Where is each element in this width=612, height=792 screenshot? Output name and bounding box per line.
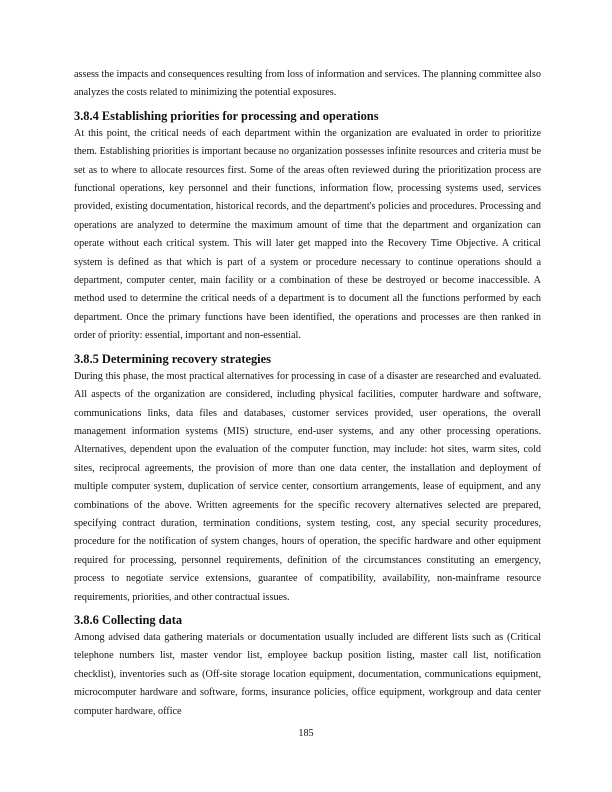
intro-paragraph: assess the impacts and consequences resulting from loss of information and services. The planning committee also analyzes the costs related to minimizing the potential exposures. xyxy=(74,69,541,99)
document-page xyxy=(74,66,541,721)
section-heading-establishing-priorities: 3.8.4 Establishing priorities for processing and operations xyxy=(74,108,379,123)
section-body-collecting-data: Among advised data gathering materials or documentation usually included are different lists such as (Critical telephone numbers list, master vendor list, employee backup position listing, master call list, notification checklist), inventories such as (Off-site storage location equipment, documentation, communications equipment, microcomputer hardware and software, forms, insurance policies, office equipment, workgroup and data center computer hardware, office xyxy=(74,631,541,717)
page-number: 185 xyxy=(298,728,314,739)
section-heading-recovery-strategies: 3.8.5 Determining recovery strategies xyxy=(74,351,271,366)
section-body-recovery-strategies: During this phase, the most practical alternatives for processing in case of a disaster are researched and evaluated. All aspects of the organization are considered, including physical facilities, computer hardware and software, communications links, data files and databases, customer services provided, user operations, the overall management information systems (MIS) structure, end-user systems, and any other processing operations. Alternatives, dependent upon the evaluation of the computer function, may include: hot sites, warm sites, cold sites, reciprocal agreements, the provision of more than one data center, the installation and deployment of multiple computer system, duplication of service center, consortium arrangements, lease of equipment, and any combinations of the above. Written agreements for the specific recovery alternatives selected are prepared, specifying contract duration, termination conditions, system testing, cost, any special security procedures, procedure for the notification of system changes, hours of operation, the specific hardware and other equipment required for processing, personnel requirements, definition of the circumstances constituting an emergency, process to negotiate service extensions, guarantee of compatibility, availability, non-mainframe resource requirements, priorities, and other contractual issues. xyxy=(74,370,541,603)
section-body-establishing-priorities: At this point, the critical needs of each department within the organization are evaluated in order to prioritize them. Establishing priorities is important because no organization possesses infinite resources and criteria must be set as to where to allocate resources first. Some of the areas often reviewed during the prioritization process are functional operations, key personnel and their functions, information flow, processing systems used, services provided, existing documentation, historical records, and the department's policies and procedures. Processing and operations are analyzed to determine the maximum amount of time that the department and organization can operate without each critical system. This will later get mapped into the Recovery Time Objective. A critical system is defined as that which is part of a system or procedure necessary to continue operations should a department, computer center, main facility or a combination of these be destroyed or become inaccessible. A method used to determine the critical needs of a department is to document all the functions performed by each department. Once the primary functions have been identified, the operations and processes are then ranked in order of priority: essential, important and non-essential. xyxy=(74,127,541,342)
section-heading-collecting-data: 3.8.6 Collecting data xyxy=(74,612,183,627)
